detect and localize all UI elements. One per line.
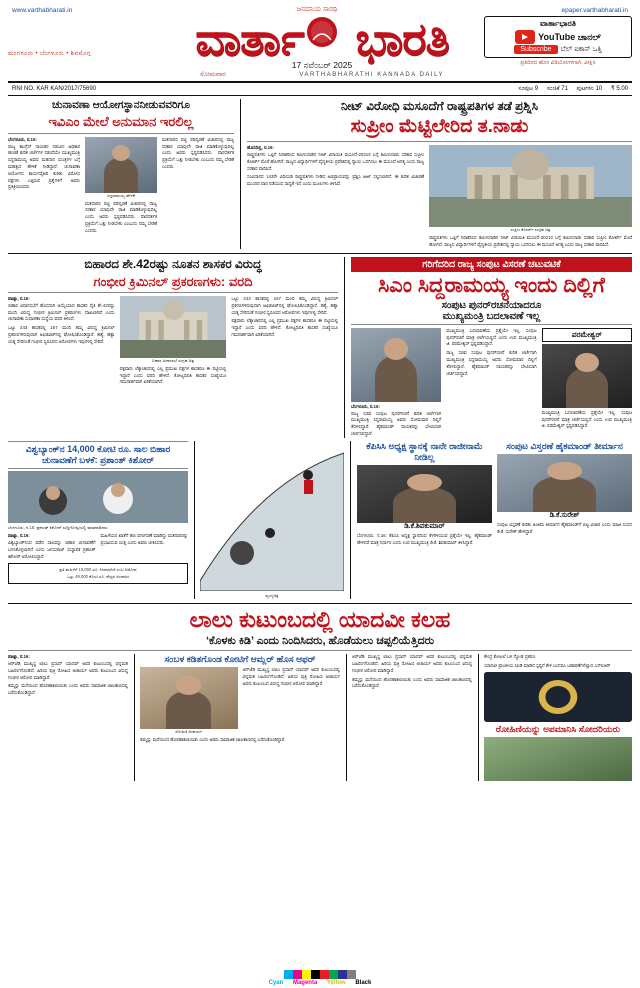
dks-story[interactable] bbox=[350, 441, 632, 599]
dksuresh-headline: ಸಂಪುಟ ವಿಸ್ತರಣೆ ಹೈಕಮಾಂಡ್ ತೀರ್ಮಾನ bbox=[506, 440, 623, 451]
cm-delhi-story[interactable] bbox=[344, 257, 632, 438]
color-calibration-bar bbox=[0, 970, 640, 986]
dksuresh-photo bbox=[497, 454, 632, 512]
legend-yellow: Yellow bbox=[326, 980, 346, 986]
logo-word-2: ಭಾರತಿ bbox=[355, 14, 449, 65]
website-link[interactable]: www.varthabharati.in bbox=[12, 6, 73, 14]
bell-icon-label: ಬೆಲ್ ಐಕಾನ್ ಒತ್ತಿ bbox=[560, 45, 602, 53]
bottom-right-headline: ರೋಹಿಣಿಯನ್ನು ಅಪಮಾನಿಸಿ ಸೋದರಿಯರು bbox=[495, 723, 621, 734]
lead-right-body: ರಾಷ್ಟ್ರಪತಿಗಳು ಒಪ್ಪಿಗೆ ನಿರಾಕರಿಸಿದ ತಮಿಳುನಾಡಿನ ನೀಟ್ ವಿನಾಯಿತಿ ಮಸೂದೆ-2021ರ ಬಗ್ಗೆ ತಮಿಳುನಾಡು ಸರಕಾರ ಸುಪ್ರೀಂ ಕೋರ್ಟ್ ಮೊರೆ ಹೋಗಿದೆ. ರಾಜ್ಯದ ವಿದ್ಯಾರ್ಥಿಗಳಿಗೆ ವೈದ್ಯಕೀಯ ಪ್ರವೇಶದಲ್ಲಿ ನ್ಯಾಯ ಒದಗಿಸಲು ಈ ಮಸೂದೆ ಅಗತ್ಯ ಎಂದು ರಾಜ್ಯ ಸರಕಾರ ವಾದಿಸಿದೆ. bbox=[247, 151, 425, 171]
lalu-dateline: ಪಾಟ್ನಾ, ನ.16: bbox=[8, 654, 30, 660]
cartoon-panel bbox=[194, 441, 344, 599]
issue-label: ಸಂಚಿಕೆ 71 bbox=[546, 86, 568, 93]
cm-sub-1: ಸಂಪುಟ ಪುನರ್‌ರಚನೆಯಾದರೂ bbox=[441, 299, 542, 311]
logo-word-1: ವಾರ್ತಾ bbox=[195, 14, 304, 65]
lalu-body: ಆರ್‌ಜೆಡಿ ಮುಖ್ಯಸ್ಥ ಲಾಲು ಪ್ರಸಾದ್ ಯಾದವ್ ಅವರ ಕುಟುಂಬದಲ್ಲಿ ಭಿನ್ನಮತ ಬಹಿರಂಗಗೊಂಡಿದೆ. ಹಿರಿಯ ಪುತ್ರಿ ರೋಹಿಣಿ ಆಚಾರ್ಯ ಅವರು ಕುಟುಂಬದ ವಿರುದ್ಧ ಗಂಭೀರ ಆರೋಪ ಮಾಡಿದ್ದಾರೆ. bbox=[8, 661, 128, 680]
info-bar bbox=[8, 83, 632, 96]
lead-left-photo-caption: ಸಿದ್ದರಾಮಯ್ಯ ಹೇಳಿಕೆ bbox=[107, 192, 135, 198]
epaper-link[interactable]: epaper.varthabharati.in bbox=[561, 6, 628, 14]
bihar-assembly-photo bbox=[120, 296, 227, 358]
dks-body: ಬೆಂಗಳೂರು, ನ.16: ಕೆಪಿಸಿಸಿ ಅಧ್ಯಕ್ಷ ಸ್ಥಾನದಿಂದ ಕೆಳಗಿಳಿಯುವ ಪ್ರಶ್ನೆಯೇ ಇಲ್ಲ. ಹೈಕಮಾಂಡ್ ಹೇಳಿದರೆ ಮಾತ್ರ ನಿರ್ಧಾರ ಎಂದು ಉಪ ಮುಖ್ಯಮಂತ್ರಿ ಡಿ.ಕೆ. ಶಿವಕುಮಾರ್ ತಿಳಿಸಿದ್ದಾರೆ. bbox=[357, 533, 492, 546]
pk-dateline: ಪಾಟ್ನಾ, ನ.16: bbox=[8, 533, 30, 539]
supreme-court-caption: ಸುಪ್ರೀಂ ಕೋರ್ಟ್ ಸಂಗ್ರಹ ಚಿತ್ರ bbox=[510, 227, 551, 233]
lead-story-left[interactable] bbox=[8, 99, 234, 248]
lead-right-body-3: ರಾಷ್ಟ್ರಪತಿಗಳು ಒಪ್ಪಿಗೆ ನಿರಾಕರಿಸಿದ ತಮಿಳುನಾಡಿನ ನೀಟ್ ವಿನಾಯಿತಿ ಮಸೂದೆ-2021ರ ಬಗ್ಗೆ ತಮಿಳುನಾಡು ಸರಕಾರ ಸುಪ್ರೀಂ ಕೋರ್ಟ್ ಮೊರೆ ಹೋಗಿದೆ. ರಾಜ್ಯದ ವಿದ್ಯಾರ್ಥಿಗಳಿಗೆ ವೈದ್ಯಕೀಯ ಪ್ರವೇಶದಲ್ಲಿ ನ್ಯಾಯ ಒದಗಿಸಲು ಈ ಮಸೂದೆ ಅಗತ್ಯ ಎಂದು ರಾಜ್ಯ ಸರಕಾರ ವಾದಿಸಿದೆ. bbox=[429, 234, 632, 247]
subscribe-button[interactable]: Subscribe bbox=[514, 45, 557, 54]
lead-right-kicker: ನೀಟ್ ವಿರೋಧಿ ಮಸೂದೆಗೆ ರಾಷ್ಟ್ರಪತಿಗಳ ತಡೆ ಪ್ರಶ್ನಿಸಿ bbox=[341, 99, 538, 114]
lead-left-body-2: ಮತದಾರರ ಪಟ್ಟಿ ಪರಿಷ್ಕರಣೆ ವಿಚಾರದಲ್ಲಿ ರಾಜ್ಯ ಸರಕಾರ ಯಾವುದೇ ರಾಜಿ ಮಾಡಿಕೊಳ್ಳುವುದಿಲ್ಲ ಎಂದು ಅವರು ಸ್ಪಷ್ಟಪಡಿಸಿದರು. ಪಾರದರ್ಶಕ ಪ್ರಕ್ರಿಯೆಗೆ ಒತ್ತು ನೀಡಬೇಕು ಎಂಬುದು ನಮ್ಮ ಬೇಡಿಕೆ ಎಂದರು. bbox=[85, 200, 157, 233]
issue-meta bbox=[511, 85, 628, 93]
pk-headline: ವಿಶ್ವಬ್ಯಾಂಕ್‌ನ 14,000 ಕೋಟಿ ರೂ. ಸಾಲ ಬಿಹಾರ ಚುನಾವಣೆಗೆ ಬಳಕೆ: ಪ್ರಶಾಂತ್ ಕಿಶೋರ್ bbox=[25, 443, 171, 466]
section-two bbox=[8, 257, 632, 438]
edition-cities: ಮಂಗಳೂರು • ಬೆಂಗಳೂರು • ಶಿವಮೊಗ್ಗ bbox=[8, 51, 91, 57]
masthead-right bbox=[484, 16, 632, 67]
siddaramaiah-photo bbox=[351, 328, 441, 402]
pk-chart-total: ಒಟ್ಟು 49,000 ಕೋಟಿ ರೂ. ವೆಚ್ಚದ ಅಂದಾಜು bbox=[66, 574, 130, 580]
bottom-col3-body: ಆರ್‌ಜೆಡಿ ಮುಖ್ಯಸ್ಥ ಲಾಲು ಪ್ರಸಾದ್ ಯಾದವ್ ಅವರ ಕುಟುಂಬದಲ್ಲಿ ಭಿನ್ನಮತ ಬಹಿರಂಗಗೊಂಡಿದೆ. ಹಿರಿಯ ಪುತ್ರಿ ರೋಹಿಣಿ ಆಚಾರ್ಯ ಅವರು ಕುಟುಂಬದ ವಿರುದ್ಧ ಗಂಭೀರ ಆರೋಪ ಮಾಡಿದ್ದಾರೆ. bbox=[352, 654, 472, 673]
color-swatches bbox=[0, 970, 640, 979]
youtube-tagline: ಪ್ರತಿದಿನದ ಹೊಸ ವಿಡಿಯೋಗಳಿಗಾಗಿ, ವೀಕ್ಷಿಸಿ bbox=[520, 60, 596, 66]
bottom-section[interactable] bbox=[8, 607, 632, 781]
bihar-body-4: ಒಟ್ಟು 243 ಶಾಸಕರಲ್ಲಿ 167 ಮಂದಿ ತಮ್ಮ ವಿರುದ್ಧ ಕ್ರಿಮಿನಲ್ ಪ್ರಕರಣಗಳಿರುವುದಾಗಿ ಅಫಿಡವಿಟ್‌ನಲ್ಲಿ ಘೋಷಿಸಿಕೊಂಡಿದ್ದಾರೆ. ಹತ್ಯೆ, ಹತ್ಯಾ ಯತ್ನ ಸೇರಿದಂತೆ ಗಂಭೀರ ಸ್ವರೂಪದ ಆರೋಪಗಳು ಇವುಗಳಲ್ಲಿ ಸೇರಿವೆ. bbox=[231, 295, 339, 315]
cartoon-illustration bbox=[200, 441, 344, 591]
cm-headline: ಸಿಎಂ ಸಿದ್ದರಾಮಯ್ಯ ಇಂದು ದಿಲ್ಲಿಗೆ bbox=[378, 273, 605, 297]
lead-left-kicker: ಚುನಾವಣಾ ಆಯೋಗಸ್ಥಾನನೀಡುವವರಿಗೂ bbox=[52, 99, 190, 112]
bihar-body-2: ಒಟ್ಟು 243 ಶಾಸಕರಲ್ಲಿ 167 ಮಂದಿ ತಮ್ಮ ವಿರುದ್ಧ ಕ್ರಿಮಿನಲ್ ಪ್ರಕರಣಗಳಿರುವುದಾಗಿ ಅಫಿಡವಿಟ್‌ನಲ್ಲಿ ಘೋಷಿಸಿಕೊಂಡಿದ್ದಾರೆ. ಹತ್ಯೆ, ಹತ್ಯಾ ಯತ್ನ ಸೇರಿದಂತೆ ಗಂಭೀರ ಸ್ವರೂಪದ ಆರೋಪಗಳು ಇವುಗಳಲ್ಲಿ ಸೇರಿವೆ. bbox=[8, 325, 115, 344]
lead-story-right[interactable] bbox=[240, 99, 632, 248]
bihar-headline: ಗಂಭೀರ ಕ್ರಿಮಿನಲ್ ಪ್ರಕರಣಗಳು: ವರದಿ bbox=[93, 273, 253, 289]
parameshwar-photo bbox=[542, 344, 632, 408]
lalu-subhead: ‘ಕೊಳಕು ಕಿಡಿ’ ಎಂದು ನಿಂದಿಸಿದರು, ಹೊಡೆಯಲು ಚಪ್ಪಲಿಯೆತ್ತಿದರು bbox=[205, 635, 435, 648]
bottom-mid-body: ಆರ್‌ಜೆಡಿ ಮುಖ್ಯಸ್ಥ ಲಾಲು ಪ್ರಸಾದ್ ಯಾದವ್ ಅವರ ಕುಟುಂಬದಲ್ಲಿ ಭಿನ್ನಮತ ಬಹಿರಂಗಗೊಂಡಿದೆ. ಹಿರಿಯ ಪುತ್ರಿ ರೋಹಿಣಿ ಆಚಾರ್ಯ ಅವರು ಕುಟುಂಬದ ವಿರುದ್ಧ ಗಂಭೀರ ಆರೋಪ ಮಾಡಿದ್ದಾರೆ. bbox=[242, 667, 340, 687]
pk-story[interactable] bbox=[8, 441, 188, 599]
bihar-body: ಬಿಹಾರ ವಿಧಾನಸಭೆಗೆ ಹೊಸದಾಗಿ ಆಯ್ಕೆಯಾದ ಶಾಸಕರ ಪೈಕಿ ಶೇ.42ರಷ್ಟು ಮಂದಿ ವಿರುದ್ಧ ಗಂಭೀರ ಕ್ರಿಮಿನಲ್ ಪ್ರಕರಣಗಳು ದಾಖಲಾಗಿವೆ ಎಂದು ಚುನಾವಣಾ ಸುಧಾರಣಾ ಸಂಸ್ಥೆಯ ವರದಿ ತಿಳಿಸಿದೆ. bbox=[8, 302, 115, 322]
masthead-center bbox=[160, 16, 484, 79]
cartoon-caption: ವ್ಯಂಗ್ಯಚಿತ್ರ bbox=[265, 592, 279, 598]
rohini-photo bbox=[140, 667, 238, 729]
lead-right-body-2: ಸಂವಿಧಾನದ 143ನೇ ವಿಧಿಯಡಿ ರಾಷ್ಟ್ರಪತಿಗಳು ನೀಡಿದ ಅಭಿಪ್ರಾಯವನ್ನು ಪ್ರಶ್ನಿಸಿ ಅರ್ಜಿ ಸಲ್ಲಿಸಲಾಗಿದೆ. ಈ ಕುರಿತ ವಿಚಾರಣೆ ಮುಂದಿನ ವಾರ ನಡೆಯುವ ಸಾಧ್ಯತೆ ಇದೆ ಎಂದು ಮೂಲಗಳು ತಿಳಿಸಿವೆ. bbox=[247, 174, 425, 187]
legend-magenta: Magenta bbox=[292, 980, 318, 986]
rni-number: RNI NO. KAR KAN/2017/75690 bbox=[12, 86, 97, 93]
publication-date: 17 ನವೆಂಬರ್ 2025 bbox=[291, 60, 353, 71]
lead-left-photo bbox=[85, 137, 157, 193]
pk-photo bbox=[8, 471, 188, 523]
dksuresh-body: ಸಂಪುಟ ವಿಸ್ತರಣೆ ಕುರಿತು ಅಂತಿಮ ತೀರ್ಮಾನ ಹೈಕಮಾಂಡ್‌ಗೆ ಬಿಟ್ಟ ವಿಚಾರ ಎಂದು ಮಾಜಿ ಸಂಸದ ಡಿ.ಕೆ. ಸುರೇಶ್ ಹೇಳಿದ್ದಾರೆ. bbox=[497, 522, 632, 534]
bihar-kicker: ಬಿಹಾರದ ಶೇ.42ರಷ್ಟು ನೂತನ ಶಾಸಕರ ವಿರುದ್ಧ bbox=[84, 256, 262, 271]
pk-infographic bbox=[8, 563, 188, 585]
volume-label: ಸಂಪುಟ 9 bbox=[518, 86, 539, 93]
lead-left-dateline: ಬೆಂಗಳೂರು, ನ.16: bbox=[8, 136, 37, 142]
pk-body: ವಿಶ್ವಬ್ಯಾಂಕ್‌ನಿಂದ ಪಡೆದ ಸಾಲವನ್ನು ಬಿಹಾರ ಚುನಾವಣೆಗೆ ಬಳಸಿಕೊಳ್ಳಲಾಗಿದೆ ಎಂದು ಜನಸುರಾಜ್ ಸಂಸ್ಥಾಪಕ ಪ್ರಶಾಂತ್ ಕಿಶೋರ್ ಆರೋಪಿಸಿದ್ದಾರೆ. bbox=[8, 540, 96, 559]
legend-cyan: Cyan bbox=[268, 980, 284, 986]
parameshwar-name-box: ಪರಮೇಶ್ವರ್ bbox=[542, 328, 632, 342]
pk-chart-note: ಪ್ರತಿ ಮಹಿಳೆಗೆ 10,000 ರೂ. ನೀಡಲಾಗಿದೆ ಎಂಬ ಆರೋಪ bbox=[59, 566, 137, 572]
bottom-mid-body-2: ತಮ್ಮನ್ನು ಮನೆಯಿಂದ ಹೊರಹಾಕಲಾಯಿತು ಎಂದು ಅವರು ಸಾಮಾಜಿಕ ಜಾಲತಾಣದಲ್ಲಿ ಬರೆದುಕೊಂಡಿದ್ದಾರೆ. bbox=[140, 737, 286, 743]
cm-body-3: ರಾಜ್ಯ ಸಚಿವ ಸಂಪುಟ ಪುನರ್‌ರಚನೆ ಕುರಿತ ಚರ್ಚೆಗಾಗಿ ಮುಖ್ಯಮಂತ್ರಿ ಸಿದ್ದರಾಮಯ್ಯ ಅವರು ಸೋಮವಾರ ದಿಲ್ಲಿಗೆ ತೆರಳಲಿದ್ದಾರೆ. ಹೈಕಮಾಂಡ್ ನಾಯಕರನ್ನು ಭೇಟಿಯಾಗಿ ಚರ್ಚಿಸಲಿದ್ದಾರೆ. bbox=[446, 350, 537, 376]
supreme-court-photo bbox=[429, 145, 632, 227]
pk-body-2: ಮಹಿಳೆಯರ ಖಾತೆಗೆ ಹಣ ವರ್ಗಾವಣೆ ಮಾಡಿದ್ದು ಮತದಾರರನ್ನು ಪ್ರಭಾವಿಸುವ ಯತ್ನ ಎಂದು ಅವರು ಟೀಕಿಸಿದರು. bbox=[100, 533, 188, 546]
masthead-subtitle: VARTHABHARATHI KANNADA DAILY bbox=[299, 72, 444, 79]
lead-right-headline: ಸುಪ್ರೀಂ ಮೆಟ್ಟಿಲೇರಿದ ತ.ನಾಡು bbox=[350, 116, 529, 138]
youtube-play-icon bbox=[515, 30, 535, 44]
tagline-text: ಜನದನಿಯ ಸಾರಥಿ bbox=[296, 6, 338, 13]
rohini-caption: ರೋಹಿಣಿ ಆಚಾರ್ಯ bbox=[175, 729, 203, 735]
lead-right-dateline: ಹೊಸದಿಲ್ಲಿ, ನ.16: bbox=[247, 145, 274, 151]
pk-caption: ಬೆಂಗಳೂರು, ನ.16: ಪ್ರಶಾಂತ್ ಕಿಶೋರ್ ಸುದ್ದಿಗೋಷ್ಠಿಯಲ್ಲಿ ಮಾತನಾಡಿದರು bbox=[8, 525, 108, 531]
lead-section bbox=[8, 99, 632, 248]
bottom-note-2: ಯಾದವೀ ಪ್ರಾಂತೀಯ ಸಿಐಡಿ ಮಾಡಿದ ಸ್ಪಷ್ಟನೆ ಕೇಳಿ ಬಂದರೂ ಬಡಾವಣೆಗಳೆಲ್ಲಾದ ಎಸ್‌ಐಆರ್ bbox=[484, 663, 611, 668]
emblem-photo bbox=[484, 672, 632, 722]
lalu-body-2: ತಮ್ಮನ್ನು ಮನೆಯಿಂದ ಹೊರಹಾಕಲಾಯಿತು ಎಂದು ಅವರು ಸಾಮಾಜಿಕ ಜಾಲತಾಣದಲ್ಲಿ ಬರೆದುಕೊಂಡಿದ್ದಾರೆ. bbox=[8, 683, 128, 696]
section-three bbox=[8, 441, 632, 599]
youtube-brand: ವಾರ್ತಾಭಾರತಿ bbox=[540, 19, 576, 28]
cm-sub-2: ಮುಖ್ಯಮಂತ್ರಿ ಬದಲಾವಣೆ ಇಲ್ಲ bbox=[442, 310, 541, 322]
dks-name: ಡಿ.ಕೆ.ಶಿವಕುಮಾರ್ bbox=[404, 523, 445, 531]
dksuresh-name: ಡಿ.ಕೆ.ಸುರೇಶ್ bbox=[549, 512, 580, 520]
emblem-icon bbox=[299, 10, 345, 56]
cm-body-4: ಮುಖ್ಯಮಂತ್ರಿ ಬದಲಾವಣೆಯ ಪ್ರಶ್ನೆಯೇ ಇಲ್ಲ. ಸಂಪುಟ ಪುನರ್‌ರಚನೆ ಮಾತ್ರ ಚರ್ಚೆಯಲ್ಲಿದೆ ಎಂದು ಉಪ ಮುಖ್ಯಮಂತ್ರಿ ಜಿ. ಪರಮೇಶ್ವರ್ ಸ್ಪಷ್ಟಪಡಿಸಿದ್ದಾರೆ. bbox=[541, 409, 632, 429]
legend-black: Black bbox=[355, 980, 372, 986]
bottom-col3-body-2: ತಮ್ಮನ್ನು ಮನೆಯಿಂದ ಹೊರಹಾಕಲಾಯಿತು ಎಂದು ಅವರು ಸಾಮಾಜಿಕ ಜಾಲತಾಣದಲ್ಲಿ ಬರೆದುಕೊಂಡಿದ್ದಾರೆ. bbox=[352, 676, 472, 689]
cm-kicker-band: ಗರಿಗೆದರಿದ ರಾಜ್ಯ ಸಂಪುಟ ವಿಸರಣೆ ಚಟುವಟಿಕೆ bbox=[351, 257, 632, 272]
lead-left-headline: ಇವಿಎಂ ಮೇಲೆ ಅನುಮಾನ ಇರಲಿಲ್ಲ bbox=[48, 114, 194, 130]
bottom-note-1: ಕೇಂದ್ರ ಕೋಟಲೆ ಬಳಿ ನ್ಯೋಢ ಪ್ರಕರಣ bbox=[484, 654, 536, 660]
bihar-photo-caption: ಬಿಹಾರ ವಿಧಾನಸಭೆ ಸಂಗ್ರಹ ಚಿತ್ರ bbox=[152, 357, 194, 363]
cm-body: ರಾಜ್ಯ ಸಚಿವ ಸಂಪುಟ ಪುನರ್‌ರಚನೆ ಕುರಿತ ಚರ್ಚೆಗಾಗಿ ಮುಖ್ಯಮಂತ್ರಿ ಸಿದ್ದರಾಮಯ್ಯ ಅವರು ಸೋಮವಾರ ದಿಲ್ಲಿಗೆ ತೆರಳಲಿದ್ದಾರೆ. ಹೈಕಮಾಂಡ್ ನಾಯಕರನ್ನು ಭೇಟಿಯಾಗಿ ಚರ್ಚಿಸಲಿದ್ದಾರೆ. bbox=[351, 410, 442, 437]
cm-dateline: ಬೆಂಗಳೂರು, ನ.16: bbox=[351, 403, 380, 409]
bihar-story[interactable] bbox=[8, 257, 338, 438]
youtube-channel-label: YouTube ಚಾನಲ್ bbox=[538, 31, 601, 42]
bihar-dateline: ಪಾಟ್ನಾ, ನ.16: bbox=[8, 295, 30, 301]
bihar-body-5: ಪಕ್ಷವಾರು ಲೆಕ್ಕಾಚಾರದಲ್ಲಿ ಎಲ್ಲ ಪ್ರಮುಖ ಪಕ್ಷಗಳ ಶಾಸಕರೂ ಈ ಪಟ್ಟಿಯಲ್ಲಿ ಇದ್ದಾರೆ ಎಂದು ವರದಿ ಹೇಳಿದೆ. ಕೋಟ್ಯಧಿಪತಿ ಶಾಸಕರ ಸಂಖ್ಯೆಯೂ ಗಮನಾರ್ಹವಾಗಿ ಏರಿಕೆಯಾಗಿದೆ. bbox=[231, 318, 339, 338]
youtube-promo-box[interactable] bbox=[484, 16, 632, 58]
masthead bbox=[8, 16, 632, 83]
lalu-headline: ಲಾಲು ಕುಟುಂಬದಲ್ಲಿ ಯಾದವೀ ಕಲಹ bbox=[189, 606, 451, 632]
lead-left-body-3: ಮತದಾರರ ಪಟ್ಟಿ ಪರಿಷ್ಕರಣೆ ವಿಚಾರದಲ್ಲಿ ರಾಜ್ಯ ಸರಕಾರ ಯಾವುದೇ ರಾಜಿ ಮಾಡಿಕೊಳ್ಳುವುದಿಲ್ಲ ಎಂದು ಅವರು ಸ್ಪಷ್ಟಪಡಿಸಿದರು. ಪಾರದರ್ಶಕ ಪ್ರಕ್ರಿಯೆಗೆ ಒತ್ತು ನೀಡಬೇಕು ಎಂಬುದು ನಮ್ಮ ಬೇಡಿಕೆ ಎಂದರು. bbox=[162, 136, 234, 169]
bottom-right-photo bbox=[484, 737, 632, 781]
pages-label: ಪುಟಗಳು 10 bbox=[576, 86, 603, 93]
publication-day: ಸೋಮವಾರ bbox=[200, 71, 226, 79]
price-label: ₹ 5.00 bbox=[610, 86, 628, 93]
bihar-body-3: ಪಕ್ಷವಾರು ಲೆಕ್ಕಾಚಾರದಲ್ಲಿ ಎಲ್ಲ ಪ್ರಮುಖ ಪಕ್ಷಗಳ ಶಾಸಕರೂ ಈ ಪಟ್ಟಿಯಲ್ಲಿ ಇದ್ದಾರೆ ಎಂದು ವರದಿ ಹೇಳಿದೆ. ಕೋಟ್ಯಧಿಪತಿ ಶಾಸಕರ ಸಂಖ್ಯೆಯೂ ಗಮನಾರ್ಹವಾಗಿ ಏರಿಕೆಯಾಗಿದೆ. bbox=[119, 365, 227, 385]
lead-left-body: ರಾಜ್ಯ ಕಾಂಗ್ರೆಸ್ ನಾಯಕರ ನಡುವಿನ ಅಧಿಕಾರ ಹಂಚಿಕೆ ಕುರಿತ ಚರ್ಚೆಗಳ ನಡುವೆಯೇ ಮುಖ್ಯಮಂತ್ರಿ ಸಿದ್ದರಾಮಯ್ಯ ಅವರು ಮತದಾನ ಯಂತ್ರಗಳ ಬಗ್ಗೆ ಮಹತ್ವದ ಹೇಳಿಕೆ ನೀಡಿದ್ದಾರೆ. ಚುನಾವಣಾ ಆಯೋಗದ ಕಾರ್ಯವೈಖರಿ ಕುರಿತು ವಿರೋಧ ಪಕ್ಷಗಳು ಎತ್ತಿರುವ ಪ್ರಶ್ನೆಗಳಿಗೆ ಅವರು ಪ್ರತಿಕ್ರಿಯಿಸಿದರು. bbox=[8, 143, 80, 190]
color-legend bbox=[0, 980, 640, 986]
dks-headline: ಕೆಪಿಸಿಸಿ ಅಧ್ಯಕ್ಷ ಸ್ಥಾನಕ್ಕೆ ನಾನೇ ರಾಜೀನಾಮೆ ನೀಡಿಲ್ಲ bbox=[366, 440, 483, 463]
masthead-left bbox=[8, 16, 160, 60]
dks-photo bbox=[357, 465, 492, 523]
bottom-mid-headline: ಸಂಬಳ ಕಡಿತಗೊಂಡ ಕೋಟಿಗೆ ಆಮ್ಲರ್ ಹೊಸ ಆಫರ್ bbox=[164, 654, 316, 665]
cm-body-2: ಮುಖ್ಯಮಂತ್ರಿ ಬದಲಾವಣೆಯ ಪ್ರಶ್ನೆಯೇ ಇಲ್ಲ. ಸಂಪುಟ ಪುನರ್‌ರಚನೆ ಮಾತ್ರ ಚರ್ಚೆಯಲ್ಲಿದೆ ಎಂದು ಉಪ ಮುಖ್ಯಮಂತ್ರಿ ಜಿ. ಪರಮೇಶ್ವರ್ ಸ್ಪಷ್ಟಪಡಿಸಿದ್ದಾರೆ. bbox=[446, 327, 537, 347]
